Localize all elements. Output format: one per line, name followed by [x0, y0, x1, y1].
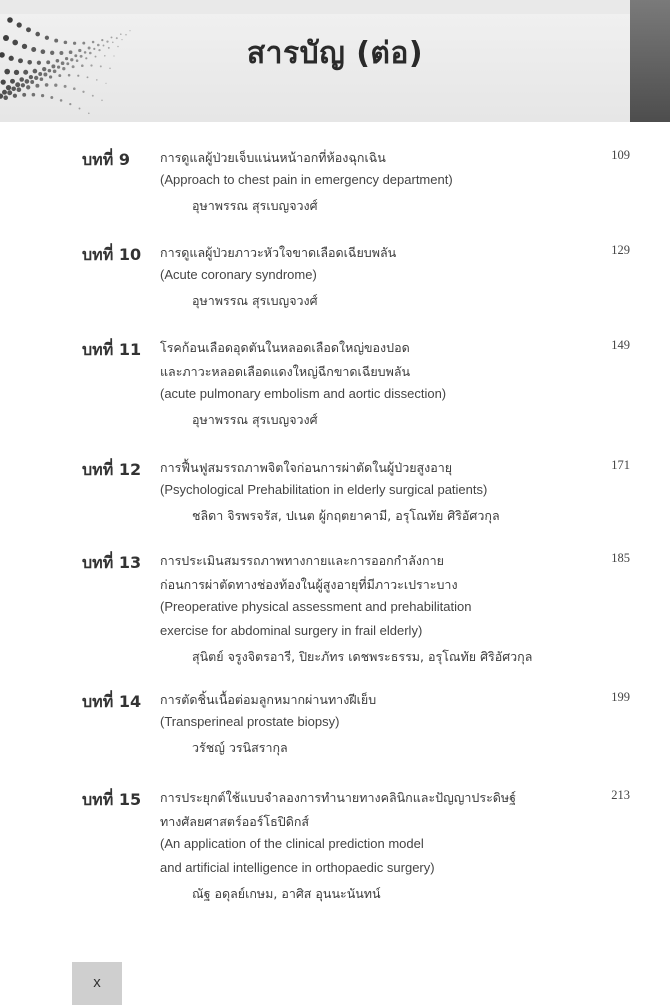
chapter-author: อุษาพรรณ สุรเบญจวงศ์	[192, 412, 318, 427]
chapter-title-line: การฟื้นฟูสมรรถภาพจิตใจก่อนการผ่าตัดในผู้ป่วยสูงอายุ	[160, 460, 453, 475]
chapter-author: ชลิดา จิรพรจรัส, ปเนต ผู้กฤตยาคามี, อรุโณทัย ศิริอัศวกุล	[192, 508, 500, 523]
swirl-dot	[32, 93, 36, 97]
swirl-dot	[69, 103, 71, 105]
chapter-title-line: การดูแลผู้ป่วยภาวะหัวใจขาดเลือดเฉียบพลัน	[160, 245, 397, 260]
swirl-dot	[41, 94, 44, 97]
chapter-author: สุนิตย์ จรูงจิตรอารี, ปิยะภัทร เดชพระธรรม, อรุโณทัย ศิริอัศวกุล	[192, 649, 533, 664]
swirl-dot	[10, 79, 15, 84]
swirl-dot	[6, 85, 11, 90]
swirl-dot	[0, 93, 3, 98]
swirl-dot	[92, 95, 94, 97]
chapter-title-line: (Preoperative physical assessment and prehabilitation	[160, 599, 472, 614]
swirl-dot	[73, 87, 76, 90]
swirl-dot	[3, 95, 8, 100]
page-number: 129	[611, 243, 630, 257]
chapter-title-line: (Approach to chest pain in emergency department)	[160, 172, 453, 187]
swirl-dot	[17, 87, 22, 92]
swirl-dot	[40, 77, 44, 81]
page-header	[0, 0, 670, 122]
chapter-title-line: (Psychological Prehabilitation in elderly surgical patients)	[160, 482, 488, 497]
chapter-number: บทที่ 9	[82, 150, 130, 169]
swirl-dot	[25, 79, 30, 84]
page-number: 171	[611, 458, 630, 472]
swirl-dot	[15, 82, 20, 87]
swirl-dot	[17, 22, 22, 27]
chapter-title-line: โรคก้อนเลือดอุดตันในหลอดเลือดใหญ่ของปอด	[160, 340, 410, 355]
footer-page-number: x	[93, 974, 101, 991]
swirl-dot	[7, 90, 12, 95]
chapter-title-line: exercise for abdominal surgery in frail elderly)	[160, 623, 423, 638]
chapter-title-line: และภาวะหลอดเลือดแดงใหญ่ฉีกขาดเฉียบพลัน	[160, 364, 411, 379]
swirl-dot	[79, 108, 81, 110]
chapter-title-line: การดูแลผู้ป่วยเจ็บแน่นหน้าอกที่ห้องฉุกเฉิน	[160, 150, 386, 165]
swirl-dot	[35, 84, 39, 88]
swirl-dot	[50, 96, 53, 99]
chapter-title-line: (acute pulmonary embolism and aortic dissection)	[160, 386, 447, 401]
chapter-title-line: ก่อนการผ่าตัดทางช่องท้องในผู้สูงอายุที่มีภาวะเปราะบาง	[160, 577, 458, 592]
swirl-dot	[60, 99, 63, 102]
page-number: 199	[611, 690, 630, 704]
swirl-dot	[30, 80, 34, 84]
swirl-dot	[82, 91, 84, 93]
chapter-title-line: การตัดชิ้นเนื้อต่อมลูกหมากผ่านทางฝีเย็บ	[160, 692, 377, 707]
page-number: 149	[611, 338, 630, 352]
chapter-number: บทที่ 15	[82, 790, 142, 809]
chapter-author: อุษาพรรณ สุรเบญจวงศ์	[192, 293, 318, 308]
chapter-title-line: (Transperineal prostate biopsy)	[160, 714, 340, 729]
chapter-author: ณัฐ อดุลย์เกษม, อาศิส อุนนะนันทน์	[192, 886, 381, 901]
chapter-title-line: and artificial intelligence in orthopaedic surgery)	[160, 860, 435, 875]
swirl-dot	[54, 84, 57, 87]
page-number: 185	[611, 551, 630, 565]
page-number: 213	[611, 788, 630, 802]
chapter-number: บทที่ 13	[82, 553, 142, 572]
swirl-dot	[21, 83, 25, 87]
swirl-dot	[105, 83, 106, 84]
swirl-dot	[26, 85, 30, 89]
swirl-dot	[11, 87, 16, 92]
swirl-dot	[19, 77, 24, 82]
chapter-number: บทที่ 10	[82, 245, 142, 264]
swirl-dot	[22, 93, 26, 97]
chapter-number: บทที่ 12	[82, 460, 142, 479]
chapter-author: อุษาพรรณ สุรเบญจวงศ์	[192, 198, 318, 213]
swirl-dot	[88, 113, 90, 115]
chapter-number: บทที่ 14	[82, 692, 142, 711]
swirl-dot	[64, 85, 67, 88]
chapter-title-line: การประยุกต์ใช้แบบจำลองการทำนายทางคลินิกและปัญญาประดิษฐ์	[160, 790, 517, 805]
swirl-dot	[13, 94, 17, 98]
swirl-dot	[96, 79, 98, 81]
chapter-title-line: (Acute coronary syndrome)	[160, 267, 317, 282]
page-title: สารบัญ (ต่อ)	[246, 36, 424, 71]
chapter-title-line: การประเมินสมรรถภาพทางกายและการออกกำลังกาย	[160, 553, 444, 568]
chapter-title-line: ทางศัลยศาสตร์ออร์โธปิดิกส์	[160, 814, 310, 829]
chapter-number: บทที่ 11	[82, 340, 142, 359]
swirl-dot	[1, 79, 6, 84]
page-number: 109	[611, 148, 630, 162]
swirl-dot	[2, 90, 7, 95]
swirl-dot	[45, 83, 49, 87]
chapter-title-line: (An application of the clinical prediction model	[160, 836, 424, 851]
footer-page-box	[72, 962, 122, 1005]
swirl-dot	[101, 100, 103, 102]
swirl-dot	[7, 17, 13, 23]
chapter-author: วรัชญ์ วรนิสรากุล	[192, 740, 288, 755]
